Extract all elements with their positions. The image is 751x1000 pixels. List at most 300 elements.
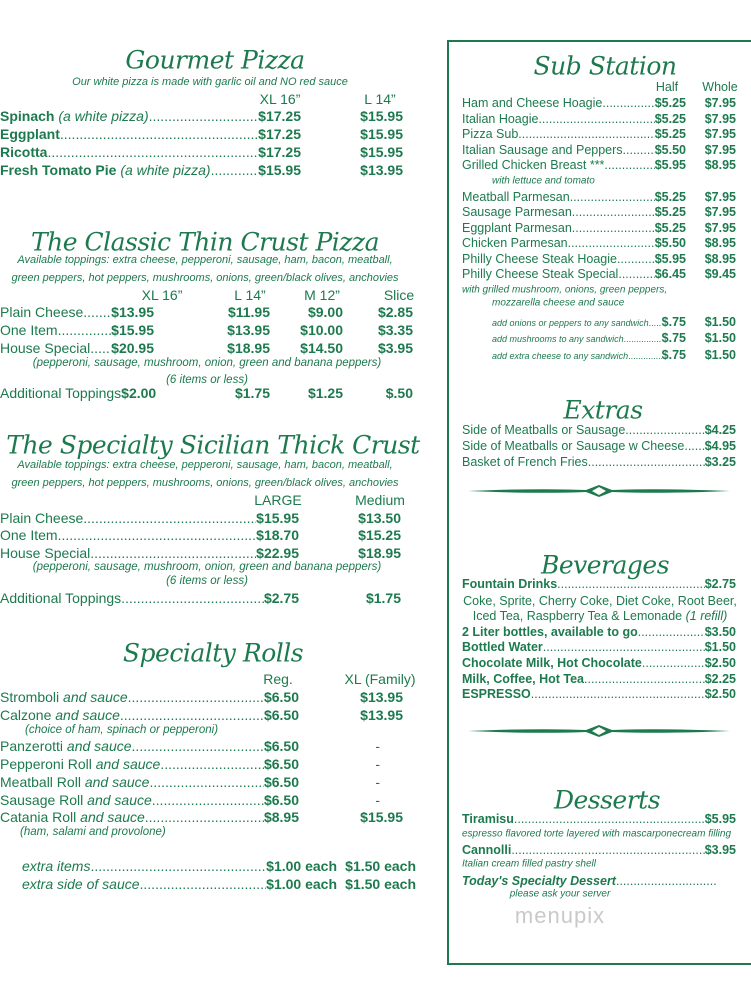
item-name-text: Additional Toppings bbox=[0, 385, 122, 401]
dot-leader bbox=[511, 843, 704, 857]
item-price: $5.25 bbox=[654, 127, 686, 141]
item-name-text: Bottled Water bbox=[462, 640, 543, 654]
item-price: $3.50 bbox=[704, 625, 736, 639]
watermark: menupix bbox=[514, 903, 606, 928]
item-price: $5.25 bbox=[654, 112, 686, 126]
item-price: $11.95 bbox=[227, 304, 270, 320]
item-price: $8.95 bbox=[704, 236, 736, 250]
item-name bbox=[462, 812, 514, 826]
item-name bbox=[0, 304, 83, 320]
item-price: $7.95 bbox=[704, 143, 736, 157]
item-price: $8.95 bbox=[704, 252, 736, 266]
item-price: $8.95 bbox=[263, 809, 299, 825]
item-price: $2.75 bbox=[263, 590, 299, 606]
menu-item-row bbox=[462, 577, 736, 591]
item-note: (6 items or less) bbox=[166, 374, 248, 386]
item-price: $1.75 bbox=[365, 590, 401, 606]
item-price: $6.50 bbox=[263, 738, 299, 754]
item-price: $1.00 each bbox=[266, 876, 337, 892]
sub-section-title: Sub Station bbox=[533, 51, 677, 81]
thin-column-header: Slice bbox=[383, 287, 415, 303]
item-name-suffix: and sauce bbox=[80, 774, 150, 790]
item-price: $6.50 bbox=[263, 774, 299, 790]
item-price: $18.95 bbox=[227, 340, 270, 356]
menu-item-row bbox=[0, 162, 301, 178]
item-name bbox=[0, 385, 121, 401]
dot-leader bbox=[514, 812, 705, 826]
item-name bbox=[462, 672, 584, 686]
item-name-text: Calzone bbox=[0, 707, 52, 723]
item-name-text: Chicken Parmesan bbox=[462, 236, 568, 250]
item-name bbox=[0, 510, 83, 526]
sicilian-section-title: The Specialty Sicilian Thick Crust bbox=[6, 430, 420, 460]
dot-leader bbox=[638, 625, 705, 639]
item-price: $1.50 bbox=[704, 331, 736, 345]
item-name-text: Chocolate Milk, Hot Chocolate bbox=[462, 656, 642, 670]
thin-subtitle: green peppers, hot peppers, mushrooms, onions, green/black olives, anchovies bbox=[11, 272, 399, 284]
item-price: $7.95 bbox=[704, 190, 736, 204]
item-price: $6.45 bbox=[654, 267, 686, 281]
description-text: Iced Tea, Raspberry Tea & Lemonade bbox=[472, 609, 686, 623]
item-name-suffix: and sauce bbox=[59, 689, 128, 705]
item-price: $3.95 bbox=[377, 340, 413, 356]
item-name bbox=[462, 687, 531, 701]
item-price: $22.95 bbox=[256, 545, 299, 561]
item-name bbox=[462, 640, 543, 654]
item-price: $3.25 bbox=[704, 455, 736, 469]
item-price: $15.25 bbox=[358, 527, 401, 543]
menu-item-row bbox=[462, 672, 736, 686]
item-name bbox=[462, 843, 511, 857]
item-name bbox=[0, 322, 58, 338]
item-name-text: Ricotta bbox=[0, 144, 48, 160]
menu-item-row bbox=[0, 527, 299, 543]
ornamental-divider bbox=[468, 724, 730, 738]
sub-column-header: Half bbox=[655, 80, 679, 94]
dot-leader bbox=[684, 439, 704, 453]
item-name-text: Philly Cheese Steak Hoagie bbox=[462, 252, 617, 266]
item-price: $1.50 bbox=[704, 640, 736, 654]
dot-leader bbox=[58, 527, 257, 543]
dot-leader bbox=[160, 756, 264, 772]
item-name bbox=[462, 874, 616, 888]
dot-leader bbox=[83, 510, 256, 526]
dot-leader bbox=[149, 108, 259, 124]
menu-item-row bbox=[0, 144, 301, 160]
item-price: $17.25 bbox=[258, 126, 301, 142]
item-price: $6.50 bbox=[263, 707, 299, 723]
item-name-text: One Item bbox=[0, 322, 58, 338]
item-name-suffix: and sauce bbox=[76, 809, 145, 825]
item-name-text: Side of Meatballs or Sausage bbox=[462, 423, 626, 437]
item-name-suffix: (a white pizza) bbox=[54, 108, 149, 124]
ornamental-divider bbox=[468, 484, 730, 498]
menu-item-row bbox=[462, 687, 736, 701]
menu-item-row bbox=[0, 756, 299, 772]
sub-column-header: Whole bbox=[702, 80, 738, 94]
dot-leader bbox=[120, 707, 264, 723]
sicilian-subtitle: green peppers, hot peppers, mushrooms, onions, green/black olives, anchovies bbox=[11, 477, 399, 489]
thin-subtitle: Available toppings: extra cheese, pepperoni, sausage, ham, bacon, meatball, bbox=[17, 254, 393, 266]
item-name bbox=[0, 340, 90, 356]
desserts-section-title: Desserts bbox=[553, 785, 661, 815]
dot-leader bbox=[90, 545, 256, 561]
item-price: $1.00 each bbox=[266, 858, 337, 874]
item-price: $1.25 bbox=[307, 385, 343, 401]
item-name bbox=[0, 756, 160, 772]
menu-item-row bbox=[0, 545, 299, 561]
item-name-text: extra side of sauce bbox=[22, 876, 140, 892]
item-name-text: Eggplant bbox=[0, 126, 60, 142]
item-price: $7.95 bbox=[704, 127, 736, 141]
item-name bbox=[22, 858, 90, 874]
menu-item-row bbox=[0, 510, 299, 526]
menu-item-row bbox=[462, 423, 736, 437]
item-name-text: Meatball Roll bbox=[0, 774, 81, 790]
item-price: - bbox=[375, 738, 380, 754]
item-price: $7.95 bbox=[704, 221, 736, 235]
dot-leader bbox=[211, 162, 259, 178]
item-name bbox=[0, 126, 60, 142]
dot-leader bbox=[152, 792, 264, 808]
item-name-text: Eggplant Parmesan bbox=[462, 221, 572, 235]
item-price: $14.50 bbox=[300, 340, 343, 356]
item-price: $3.95 bbox=[704, 843, 736, 857]
thin-column-header: XL 16” bbox=[141, 287, 183, 303]
item-note: (choice of ham, spinach or pepperoni) bbox=[25, 724, 219, 736]
item-price: $2.25 bbox=[704, 672, 736, 686]
item-price: $5.95 bbox=[704, 812, 736, 826]
item-name bbox=[0, 774, 149, 790]
item-price: $13.95 bbox=[227, 322, 270, 338]
menu-item-row bbox=[0, 322, 154, 338]
item-name bbox=[462, 190, 570, 204]
dot-leader bbox=[83, 304, 111, 320]
item-name-text: Today's Specialty Dessert bbox=[462, 874, 616, 888]
item-name-text: 2 Liter bottles, available to go bbox=[462, 625, 638, 639]
dot-leader bbox=[531, 687, 705, 701]
item-name bbox=[0, 809, 145, 825]
item-name-text: ESPRESSO bbox=[462, 687, 531, 701]
description-suffix: (1 refill) bbox=[685, 609, 728, 623]
dot-leader bbox=[145, 809, 264, 825]
item-price: $9.00 bbox=[307, 304, 343, 320]
item-price: - bbox=[375, 774, 380, 790]
item-name bbox=[0, 707, 120, 723]
dot-leader bbox=[642, 656, 705, 670]
item-name-text: Sausage Parmesan bbox=[462, 205, 572, 219]
item-name bbox=[462, 423, 625, 437]
item-price: $13.95 bbox=[111, 304, 154, 320]
item-name bbox=[0, 527, 58, 543]
item-price: $1.50 each bbox=[345, 858, 416, 874]
rolls-column-header: XL (Family) bbox=[344, 671, 416, 687]
item-price: - bbox=[375, 756, 380, 772]
item-note: (ham, salami and provolone) bbox=[20, 826, 166, 838]
dot-leader bbox=[140, 876, 267, 892]
dot-leader bbox=[584, 672, 705, 686]
dot-leader bbox=[121, 590, 264, 606]
item-price: $.75 bbox=[661, 348, 686, 362]
item-price: $4.25 bbox=[704, 423, 736, 437]
item-name bbox=[0, 590, 121, 606]
item-name bbox=[462, 143, 623, 157]
item-name-text: Italian Sausage and Peppers bbox=[462, 143, 623, 157]
item-price: $1.50 bbox=[704, 348, 736, 362]
dot-leader bbox=[60, 126, 258, 142]
item-note: with lettuce and tomato bbox=[492, 175, 595, 187]
item-price: $13.50 bbox=[358, 510, 401, 526]
menu-item-row bbox=[0, 385, 157, 401]
beverages-section-title: Beverages bbox=[540, 550, 670, 580]
item-name bbox=[0, 108, 149, 124]
item-name-text: Additional Toppings bbox=[0, 590, 122, 606]
item-name bbox=[462, 455, 588, 469]
menu-item-row bbox=[462, 455, 736, 469]
dot-leader bbox=[149, 774, 264, 790]
item-name-text: Tiramisu bbox=[462, 812, 514, 826]
item-price: $6.50 bbox=[263, 792, 299, 808]
menu-item-row bbox=[462, 812, 736, 826]
item-price: $.75 bbox=[661, 315, 686, 329]
item-name bbox=[462, 158, 604, 172]
item-name bbox=[462, 439, 684, 453]
menu-item-row bbox=[0, 707, 299, 723]
sicilian-column-header: LARGE bbox=[254, 492, 302, 508]
item-price: $17.25 bbox=[258, 144, 301, 160]
menu-item-row bbox=[0, 304, 154, 320]
menu-item-row bbox=[0, 792, 299, 808]
menu-item-row bbox=[462, 843, 736, 857]
item-name-text: Grilled Chicken Breast *** bbox=[462, 158, 605, 172]
gourmet-subtitle: Our white pizza is made with garlic oil and NO red sauce bbox=[72, 76, 348, 88]
item-price: $17.25 bbox=[258, 108, 301, 124]
gourmet-column-header: XL 16” bbox=[259, 91, 301, 107]
thin-section-title: The Classic Thin Crust Pizza bbox=[30, 227, 380, 257]
item-name-text: Pizza Sub bbox=[462, 127, 519, 141]
item-price: $5.95 bbox=[654, 158, 686, 172]
item-price: $10.00 bbox=[300, 322, 343, 338]
dot-leader bbox=[543, 640, 705, 654]
item-name-text: Catania Roll bbox=[0, 809, 77, 825]
menu-item-row bbox=[0, 126, 301, 142]
dot-leader bbox=[58, 322, 112, 338]
item-price: $7.95 bbox=[704, 96, 736, 110]
item-name bbox=[0, 144, 47, 160]
menu-item-row bbox=[462, 640, 736, 654]
item-name bbox=[492, 351, 628, 361]
dot-leader bbox=[90, 858, 266, 874]
item-name-text: Fountain Drinks bbox=[462, 577, 558, 591]
dot-leader bbox=[616, 874, 716, 888]
thin-column-header: M 12” bbox=[304, 287, 340, 303]
item-name bbox=[0, 689, 128, 705]
dot-leader bbox=[90, 340, 111, 356]
item-name-text: Side of Meatballs or Sausage w Cheese bbox=[462, 439, 685, 453]
item-price: $5.95 bbox=[654, 252, 686, 266]
item-price: $15.95 bbox=[256, 510, 299, 526]
item-name-text: House Special bbox=[0, 545, 91, 561]
sicilian-subtitle: Available toppings: extra cheese, pepperoni, sausage, ham, bacon, meatball, bbox=[17, 459, 393, 471]
item-price: $1.50 each bbox=[345, 876, 416, 892]
item-name bbox=[462, 267, 618, 281]
item-name bbox=[0, 792, 152, 808]
item-name-text: Panzerotti bbox=[0, 738, 64, 754]
item-price: $2.00 bbox=[121, 385, 157, 401]
item-name bbox=[462, 252, 617, 266]
item-price: $15.95 bbox=[360, 126, 403, 142]
thin-column-header: L 14” bbox=[234, 287, 266, 303]
item-name bbox=[22, 876, 140, 892]
menu-item-row bbox=[0, 590, 299, 606]
item-name bbox=[462, 656, 642, 670]
rolls-section-title: Specialty Rolls bbox=[122, 638, 304, 668]
item-name bbox=[462, 96, 602, 110]
item-note: with grilled mushroom, onions, green peppers, bbox=[462, 284, 668, 296]
dot-leader bbox=[128, 689, 264, 705]
item-description bbox=[463, 594, 737, 608]
item-name-text: extra items bbox=[22, 858, 91, 874]
item-name-text: Plain Cheese bbox=[0, 304, 84, 320]
item-price: $2.85 bbox=[377, 304, 413, 320]
item-name-suffix: and sauce bbox=[51, 707, 120, 723]
item-price: $.75 bbox=[661, 331, 686, 345]
item-price: $5.25 bbox=[654, 96, 686, 110]
item-name-text: Italian Hoagie bbox=[462, 112, 539, 126]
menu-item-row bbox=[0, 738, 299, 754]
item-price: $7.95 bbox=[704, 205, 736, 219]
menu-item-row bbox=[462, 874, 716, 888]
menu-item-row bbox=[0, 108, 301, 124]
item-price: $2.75 bbox=[704, 577, 736, 591]
item-name bbox=[462, 625, 638, 639]
rolls-column-header: Reg. bbox=[263, 671, 293, 687]
item-name bbox=[0, 162, 211, 178]
item-price: $5.25 bbox=[654, 221, 686, 235]
gourmet-column-header: L 14” bbox=[364, 91, 396, 107]
item-name-text: add extra cheese to any sandwich bbox=[492, 351, 629, 361]
item-name-text: add onions or peppers to any sandwich bbox=[492, 318, 649, 328]
item-price: $15.95 bbox=[111, 322, 154, 338]
item-name-suffix: and sauce bbox=[91, 756, 161, 772]
item-note: please ask your server bbox=[509, 888, 611, 900]
menu-item-row bbox=[0, 689, 299, 705]
item-name bbox=[0, 545, 90, 561]
menu-item-row bbox=[0, 774, 299, 790]
item-price: $7.95 bbox=[704, 112, 736, 126]
item-price: $1.75 bbox=[234, 385, 270, 401]
item-name-text: One Item bbox=[0, 527, 58, 543]
item-name-suffix: and sauce bbox=[83, 792, 152, 808]
item-name-text: Plain Cheese bbox=[0, 510, 84, 526]
item-price: $6.50 bbox=[263, 756, 299, 772]
item-note: (pepperoni, sausage, mushroom, onion, green and banana peppers) bbox=[32, 357, 382, 369]
item-price: $15.95 bbox=[360, 108, 403, 124]
item-name bbox=[462, 577, 557, 591]
item-name-text: Sausage Roll bbox=[0, 792, 84, 808]
item-price: $.50 bbox=[385, 385, 413, 401]
item-name-suffix: and sauce bbox=[63, 738, 132, 754]
item-name bbox=[492, 334, 624, 344]
dot-leader bbox=[588, 455, 705, 469]
menu-item-row bbox=[0, 809, 299, 825]
dot-leader bbox=[625, 423, 704, 437]
item-name-text: Fresh Tomato Pie bbox=[0, 162, 117, 178]
dot-leader bbox=[47, 144, 258, 160]
item-price: $3.35 bbox=[377, 322, 413, 338]
item-name-text: Basket of French Fries bbox=[462, 455, 588, 469]
item-price: $5.50 bbox=[654, 143, 686, 157]
item-price: $15.95 bbox=[258, 162, 301, 178]
item-price: $18.70 bbox=[256, 527, 299, 543]
item-note: (pepperoni, sausage, mushroom, onion, green and banana peppers) bbox=[32, 561, 382, 573]
dot-leader bbox=[132, 738, 264, 754]
item-name-text: Meatball Parmesan bbox=[462, 190, 570, 204]
item-price: $8.95 bbox=[704, 158, 736, 172]
item-name-text: House Special bbox=[0, 340, 91, 356]
item-price: $13.95 bbox=[360, 689, 403, 705]
item-price: $13.95 bbox=[360, 707, 403, 723]
item-price: $5.25 bbox=[654, 190, 686, 204]
menu-item-row bbox=[462, 625, 736, 639]
item-name-text: Stromboli bbox=[0, 689, 60, 705]
menu-item-row bbox=[462, 439, 736, 453]
menu-item-row bbox=[22, 876, 337, 892]
item-note: mozzarella cheese and sauce bbox=[492, 297, 625, 309]
item-price: $15.95 bbox=[360, 144, 403, 160]
item-price: $15.95 bbox=[360, 809, 403, 825]
item-price: $18.95 bbox=[358, 545, 401, 561]
extras-section-title: Extras bbox=[563, 395, 643, 425]
item-price: $5.50 bbox=[654, 236, 686, 250]
item-name bbox=[462, 221, 572, 235]
item-name bbox=[462, 205, 572, 219]
gourmet-section-title: Gourmet Pizza bbox=[125, 45, 305, 75]
menu-item-row bbox=[462, 656, 736, 670]
item-price: $13.95 bbox=[360, 162, 403, 178]
item-price: $2.50 bbox=[704, 687, 736, 701]
menu-item-row bbox=[0, 340, 154, 356]
item-price: $20.95 bbox=[111, 340, 154, 356]
menu-item-row bbox=[22, 858, 337, 874]
item-name-text: Ham and Cheese Hoagie bbox=[462, 96, 603, 110]
item-price: $6.50 bbox=[263, 689, 299, 705]
item-name-text: Cannolli bbox=[462, 843, 512, 857]
item-name-suffix: (a white pizza) bbox=[116, 162, 211, 178]
item-name bbox=[462, 112, 538, 126]
item-note: Italian cream filled pastry shell bbox=[462, 858, 596, 870]
item-price: $5.25 bbox=[654, 205, 686, 219]
item-price: $9.45 bbox=[704, 267, 736, 281]
item-name-text: Philly Cheese Steak Special bbox=[462, 267, 619, 281]
item-price: $2.50 bbox=[704, 656, 736, 670]
item-name-text: Spinach bbox=[0, 108, 55, 124]
item-name bbox=[0, 738, 132, 754]
item-price: $4.95 bbox=[704, 439, 736, 453]
item-description bbox=[473, 609, 728, 623]
item-note: (6 items or less) bbox=[166, 575, 248, 587]
item-name-text: Pepperoni Roll bbox=[0, 756, 92, 772]
item-name-text: add mushrooms to any sandwich bbox=[492, 334, 624, 344]
item-name bbox=[462, 236, 568, 250]
item-price: - bbox=[375, 792, 380, 808]
item-note: espresso flavored torte layered with mascarponecream filling bbox=[462, 828, 732, 840]
item-name-text: Milk, Coffee, Hot Tea bbox=[462, 672, 585, 686]
dot-leader bbox=[557, 577, 705, 591]
sicilian-column-header: Medium bbox=[355, 492, 405, 508]
item-name bbox=[462, 127, 518, 141]
item-price: $1.50 bbox=[704, 315, 736, 329]
